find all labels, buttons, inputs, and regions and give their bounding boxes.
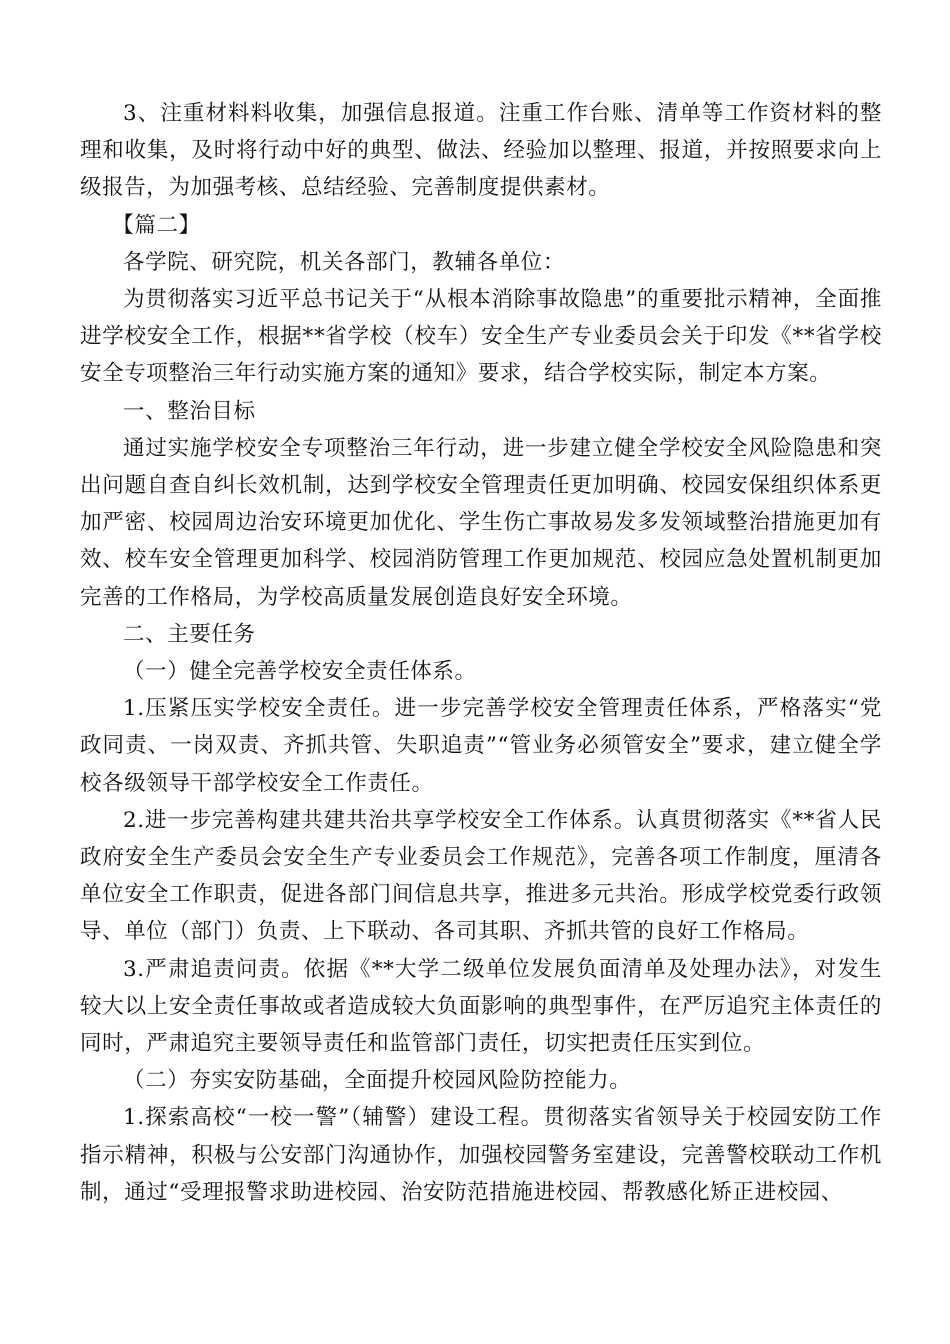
paragraph-goals: 通过实施学校安全专项整治三年行动，进一步建立健全学校安全风险隐患和突出问题自查自纠长效机制，达到学校安全管理责任更加明确、校园安保组织体系更加严密、校园周边治安环境更加优化、学生伤亡事故易发多发领域整治措施更加有效、校车安全管理更加科学、校园消防管理工作更加规范、校园应急处置机制更加完善的工作格局，为学校高质量发展创造良好安全环境。: [80, 435, 882, 610]
section-heading-goals: 一、整治目标: [123, 398, 256, 424]
paragraph-intro: 为贯彻落实习近平总书记关于“从根本消除事故隐患”的重要批示精神，全面推进学校安全工作，根据**省学校（校车）安全生产专业委员会关于印发《**省学校安全专项整治三年行动实施方案的通知》要求，结合学校实际，制定本方案。: [80, 287, 882, 387]
salutation: 各学院、研究院，机关各部门，教辅各单位：: [123, 249, 566, 275]
paragraph-item-3: 3.严肃追责问责。依据《**大学二级单位发展负面清单及处理办法》，对发生较大以上安全责任事故或者造成较大负面影响的典型事件，在严厉追究主体责任的同时，严肃追究主要领导责任和监管部门责任，切实把责任压实到位。: [80, 956, 882, 1057]
document-body: [80, 95, 882, 1211]
subsection-heading-security: （二）夯实安防基础，全面提升校园风险防控能力。: [123, 1068, 632, 1094]
section-heading-tasks: 二、主要任务: [123, 621, 256, 647]
paragraph-security-item-1: 1.探索高校“一校一警”（辅警）建设工程。贯彻落实省领导关于校园安防工作指示精神，积极与公安部门沟通协作，加强校园警务室建设，完善警校联动工作机制，通过“受理报警求助进校园、治安防范措施进校园、帮教感化矫正进校园、: [80, 1105, 882, 1205]
paragraph-item-1: 1.压紧压实学校安全责任。进一步完善学校安全管理责任体系，严格落实“党政同责、一岗双责、齐抓共管、失职追责”“管业务必须管安全”要求，建立健全学校各级领导干部学校安全工作责任。: [80, 696, 882, 796]
paragraph-item-2: 2.进一步完善构建共建共治共享学校安全工作体系。认真贯彻落实《**省人民政府安全生产委员会安全生产专业委员会工作规范》，完善各项工作制度，厘清各单位安全工作职责，促进各部门间信息共享，推进多元共治。形成学校党委行政领导、单位（部门）负责、上下联动、各司其职、齐抓共管的良好工作格局。: [80, 807, 882, 945]
chapter-heading: 【篇二】: [112, 212, 201, 238]
paragraph-material-collection: 3、注重材料料收集，加强信息报道。注重工作台账、清单等工作资材料的整理和收集，及时将行动中好的典型、做法、经验加以整理、报道，并按照要求向上级报告，为加强考核、总结经验、完善制度提供素材。: [80, 101, 882, 201]
subsection-heading-responsibility: （一）健全完善学校安全责任体系。: [123, 659, 477, 685]
